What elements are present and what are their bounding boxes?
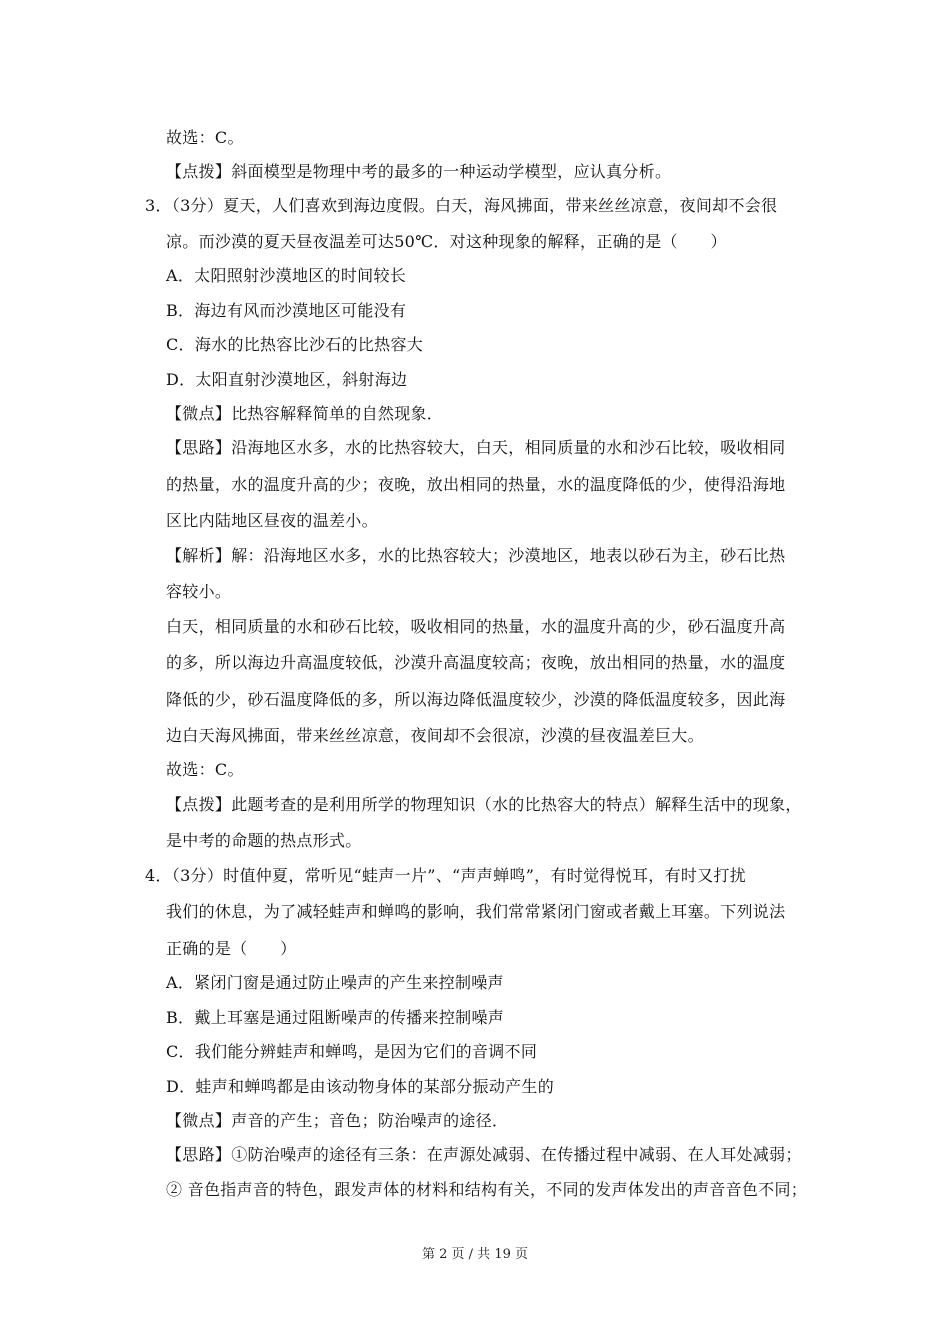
option-a: A．太阳照射沙漠地区的时间较长 xyxy=(166,266,407,285)
option-a: A．紧闭门窗是通过防止噪声的产生来控制噪声 xyxy=(166,973,504,992)
text-line: 【微点】比热容解释简单的自然现象． xyxy=(166,404,444,423)
text-line: 【点拨】此题考查的是利用所学的物理知识（水的比热容大的特点）解释生活中的现象， xyxy=(166,795,802,814)
question-4-stem: 4．（3分）时值仲夏，常听见“蛙声一片”、“声声蝉鸣”，有时觉得悦耳，有时又打扰 xyxy=(145,866,747,885)
text-line: 的多，所以海边升高温度较低，沙漠升高温度较高；夜晚，放出相同的热量，水的温度 xyxy=(166,653,786,672)
question-3-stem: 3．（3分）夏天，人们喜欢到海边度假。白天，海风拂面，带来丝丝凉意，夜间却不会很 xyxy=(145,196,778,215)
option-b: B．戴上耳塞是通过阻断噪声的传播来控制噪声 xyxy=(166,1008,505,1027)
text-line: 我们的休息，为了减轻蛙声和蝉鸣的影响，我们常常紧闭门窗或者戴上耳塞。下列说法 xyxy=(166,902,786,921)
text-line: 降低的少，砂石温度降低的多，所以海边降低温度较少，沙漠的降低温度较多，因此海 xyxy=(166,690,786,709)
text-line: 凉。而沙漠的夏天昼夜温差可达50℃．对这种现象的解释，正确的是（ ） xyxy=(166,232,727,251)
text-line: 故选：C。 xyxy=(166,760,244,779)
text-line: 白天，相同质量的水和砂石比较，吸收相同的热量，水的温度升高的少，砂石温度升高 xyxy=(166,617,786,636)
option-c: C．海水的比热容比沙石的比热容大 xyxy=(166,335,424,354)
text-line: 正确的是（ ） xyxy=(166,939,297,958)
text-line: 【解析】解：沿海地区水多，水的比热容较大；沙漠地区，地表以砂石为主，砂石比热 xyxy=(166,546,786,565)
text-line: 【思路】①防治噪声的途径有三条：在声源处减弱、在传播过程中减弱、在人耳处减弱； xyxy=(166,1145,802,1164)
option-d: D．蛙声和蝉鸣都是由该动物身体的某部分振动产生的 xyxy=(166,1077,555,1096)
text-line: 边白天海风拂面，带来丝丝凉意，夜间却不会很凉，沙漠的昼夜温差巨大。 xyxy=(166,726,704,745)
text-line: ② 音色指声音的特色，跟发声体的材料和结构有关，不同的发声体发出的声音音色不同； xyxy=(166,1180,808,1199)
text-line: 故选：C。 xyxy=(166,128,244,147)
text-line: 区比内陆地区昼夜的温差小。 xyxy=(166,511,378,530)
option-c: C．我们能分辨蛙声和蝉鸣，是因为它们的音调不同 xyxy=(166,1042,538,1061)
text-line: 的热量，水的温度升高的少；夜晚，放出相同的热量，水的温度降低的少，使得沿海地 xyxy=(166,475,786,494)
text-line: 【点拨】斜面模型是物理中考的最多的一种运动学模型，应认真分析。 xyxy=(166,162,672,181)
text-line: 是中考的命题的热点形式。 xyxy=(166,831,362,850)
text-line: 容较小。 xyxy=(166,582,232,601)
page-footer: 第 2 页 / 共 19 页 xyxy=(422,1247,528,1262)
text-line: 【微点】声音的产生；音色；防治噪声的途径． xyxy=(166,1111,509,1130)
text-line: 【思路】沿海地区水多，水的比热容较大，白天，相同质量的水和沙石比较，吸收相同 xyxy=(166,438,786,457)
option-b: B．海边有风而沙漠地区可能没有 xyxy=(166,301,407,320)
option-d: D．太阳直射沙漠地区，斜射海边 xyxy=(166,370,408,389)
